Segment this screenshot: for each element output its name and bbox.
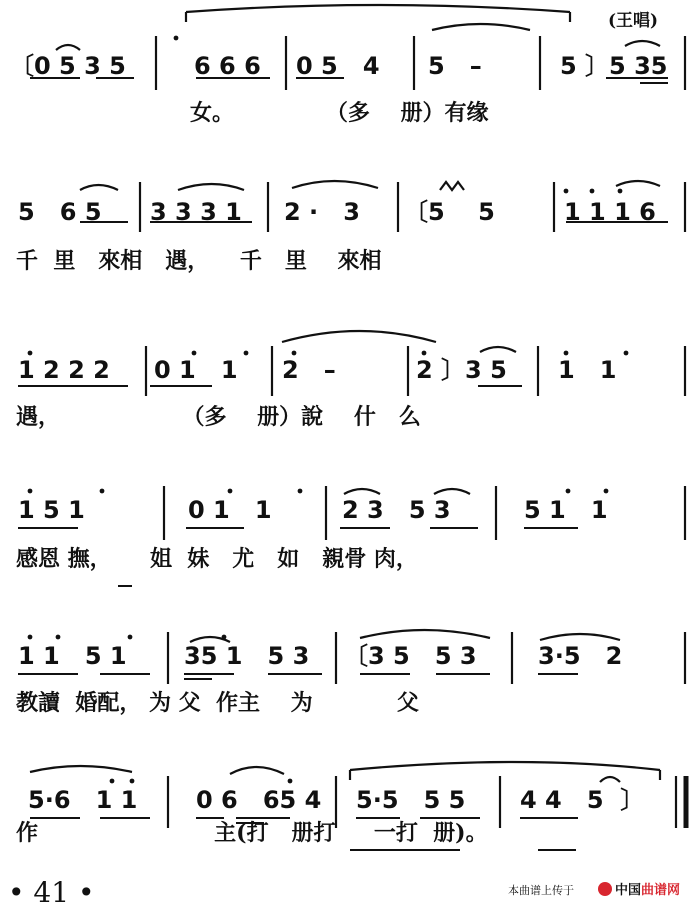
measure: 2 · 3 [284, 198, 360, 226]
measure: 0 1 1 [188, 496, 272, 524]
measure: 2 3 5 3 [342, 496, 451, 524]
measure: 35 1 5 3 [184, 642, 310, 670]
site-name: 中国曲谱网 [615, 883, 681, 898]
measure: 1 1 5 1 [18, 642, 127, 670]
measure: 6 6 6 [194, 52, 261, 80]
measure: 1 1 [558, 356, 617, 384]
upload-note: 本曲谱上传于 [508, 884, 574, 897]
lyric-line: 遇， （多 册）說 什 么 [16, 404, 421, 430]
page-number: • 41 • [8, 876, 95, 909]
measure: 5 1 1 [524, 496, 608, 524]
lyric-line: 作 主(打 册打 一打 册)。 [16, 820, 488, 846]
measure: 4 4 5 〕 [520, 786, 645, 814]
measure: 0 1 1 [154, 356, 238, 384]
measure: 5 〕5 35 [560, 52, 668, 80]
measure: 〔3 5 5 3 [344, 642, 477, 670]
measure: 5 – [428, 52, 482, 80]
lyric-line: 千 里 來相 遇， 千 里 來相 [16, 248, 382, 274]
measure: 〔5 5 [404, 198, 495, 226]
measure: 2 – [282, 356, 336, 384]
measure: 5·6 1 1 [28, 786, 138, 814]
measure: 2 〕3 5 [416, 356, 507, 384]
measure: 3 3 3 1 [150, 198, 242, 226]
measure: 〔0 5 3 5 [10, 52, 126, 80]
measure: 5 6 5 [18, 198, 102, 226]
lyric-line: 女。 （多 册）有缘 [190, 100, 489, 126]
singer-label: (王唱) [608, 11, 659, 31]
measure: 1 2 2 2 [18, 356, 110, 384]
measure: 3·5 2 [538, 642, 623, 670]
measure: 5·5 5 5 [356, 786, 466, 814]
logo-icon [598, 882, 612, 896]
measure: 0 6 65 4 [196, 786, 322, 814]
site-logo[interactable] [598, 879, 680, 898]
lyric-line: 教讀 婚配， 为 父 作主 为 父 [16, 690, 419, 716]
measure: 0 5 4 [296, 52, 380, 80]
lyric-line: 感恩 撫， 姐 妹 尤 如 親骨 肉， [16, 546, 418, 572]
measure: 1 5 1 [18, 496, 85, 524]
measure: 1 1 1 6 [564, 198, 656, 226]
